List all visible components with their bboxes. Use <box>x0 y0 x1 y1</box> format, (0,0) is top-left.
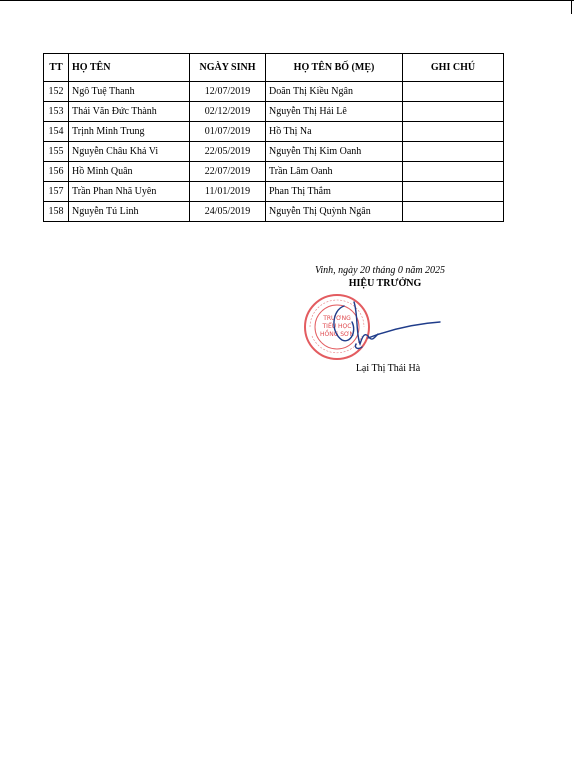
cell-parent: Nguyễn Thị Quỳnh Ngân <box>266 202 403 222</box>
seal-text-2: TIỂU HỌC <box>322 323 352 330</box>
cell-name: Hồ Minh Quân <box>69 162 190 182</box>
table-row <box>44 162 504 182</box>
cell-parent: Nguyễn Thị Hải Lê <box>266 102 403 122</box>
cell-tt: 156 <box>44 162 69 182</box>
header-note: GHI CHÚ <box>403 54 504 82</box>
cell-parent: Trần Lâm Oanh <box>266 162 403 182</box>
table-row <box>44 182 504 202</box>
cell-dob: 22/05/2019 <box>190 142 266 162</box>
header-name: HỌ TÊN <box>69 54 190 82</box>
cell-name: Trịnh Minh Trung <box>69 122 190 142</box>
cell-parent: Phan Thị Thắm <box>266 182 403 202</box>
cell-name: Ngô Tuệ Thanh <box>69 82 190 102</box>
cell-tt: 154 <box>44 122 69 142</box>
signature-date-line: Vinh, ngày 20 tháng 0 năm 2025 <box>314 265 446 276</box>
cell-name: Trần Phan Nhã Uyên <box>69 182 190 202</box>
page-top-border <box>0 0 574 1</box>
cell-note <box>403 202 504 222</box>
cell-tt: 157 <box>44 182 69 202</box>
cell-dob: 01/07/2019 <box>190 122 266 142</box>
header-parent: HỌ TÊN BỐ (MẸ) <box>266 54 403 82</box>
table-row <box>44 122 504 142</box>
cell-note <box>403 182 504 202</box>
cell-note <box>403 82 504 102</box>
school-seal-icon <box>305 295 369 359</box>
table-header-row <box>44 54 504 82</box>
cell-dob: 11/01/2019 <box>190 182 266 202</box>
cell-note <box>403 142 504 162</box>
official-stamp-and-signature <box>302 292 442 362</box>
cell-parent: Nguyễn Thị Kim Oanh <box>266 142 403 162</box>
header-dob: NGÀY SINH <box>190 54 266 82</box>
cell-name: Nguyễn Châu Khả Vi <box>69 142 190 162</box>
seal-text-1: TRƯỜNG <box>323 315 351 322</box>
table-row <box>44 142 504 162</box>
cell-name: Nguyễn Tú Linh <box>69 202 190 222</box>
cell-tt: 155 <box>44 142 69 162</box>
principal-name: Lại Thị Thái Hà <box>355 363 421 374</box>
table-row <box>44 82 504 102</box>
cell-tt: 158 <box>44 202 69 222</box>
header-tt: TT <box>44 54 69 82</box>
cell-name: Thái Văn Đức Thành <box>69 102 190 122</box>
cell-note <box>403 102 504 122</box>
cell-dob: 24/05/2019 <box>190 202 266 222</box>
cell-dob: 02/12/2019 <box>190 102 266 122</box>
page-right-mark <box>571 0 572 14</box>
cell-dob: 12/07/2019 <box>190 82 266 102</box>
cell-note <box>403 122 504 142</box>
seal-text-3: HỒNG SƠN <box>319 331 355 338</box>
student-roster-table <box>43 53 504 222</box>
table-row <box>44 202 504 222</box>
cell-parent: Hồ Thị Na <box>266 122 403 142</box>
signature-title: HIỆU TRƯỞNG <box>348 278 422 289</box>
table-row <box>44 102 504 122</box>
cell-dob: 22/07/2019 <box>190 162 266 182</box>
cell-tt: 153 <box>44 102 69 122</box>
cell-tt: 152 <box>44 82 69 102</box>
cell-parent: Doãn Thị Kiều Ngân <box>266 82 403 102</box>
cell-note <box>403 162 504 182</box>
